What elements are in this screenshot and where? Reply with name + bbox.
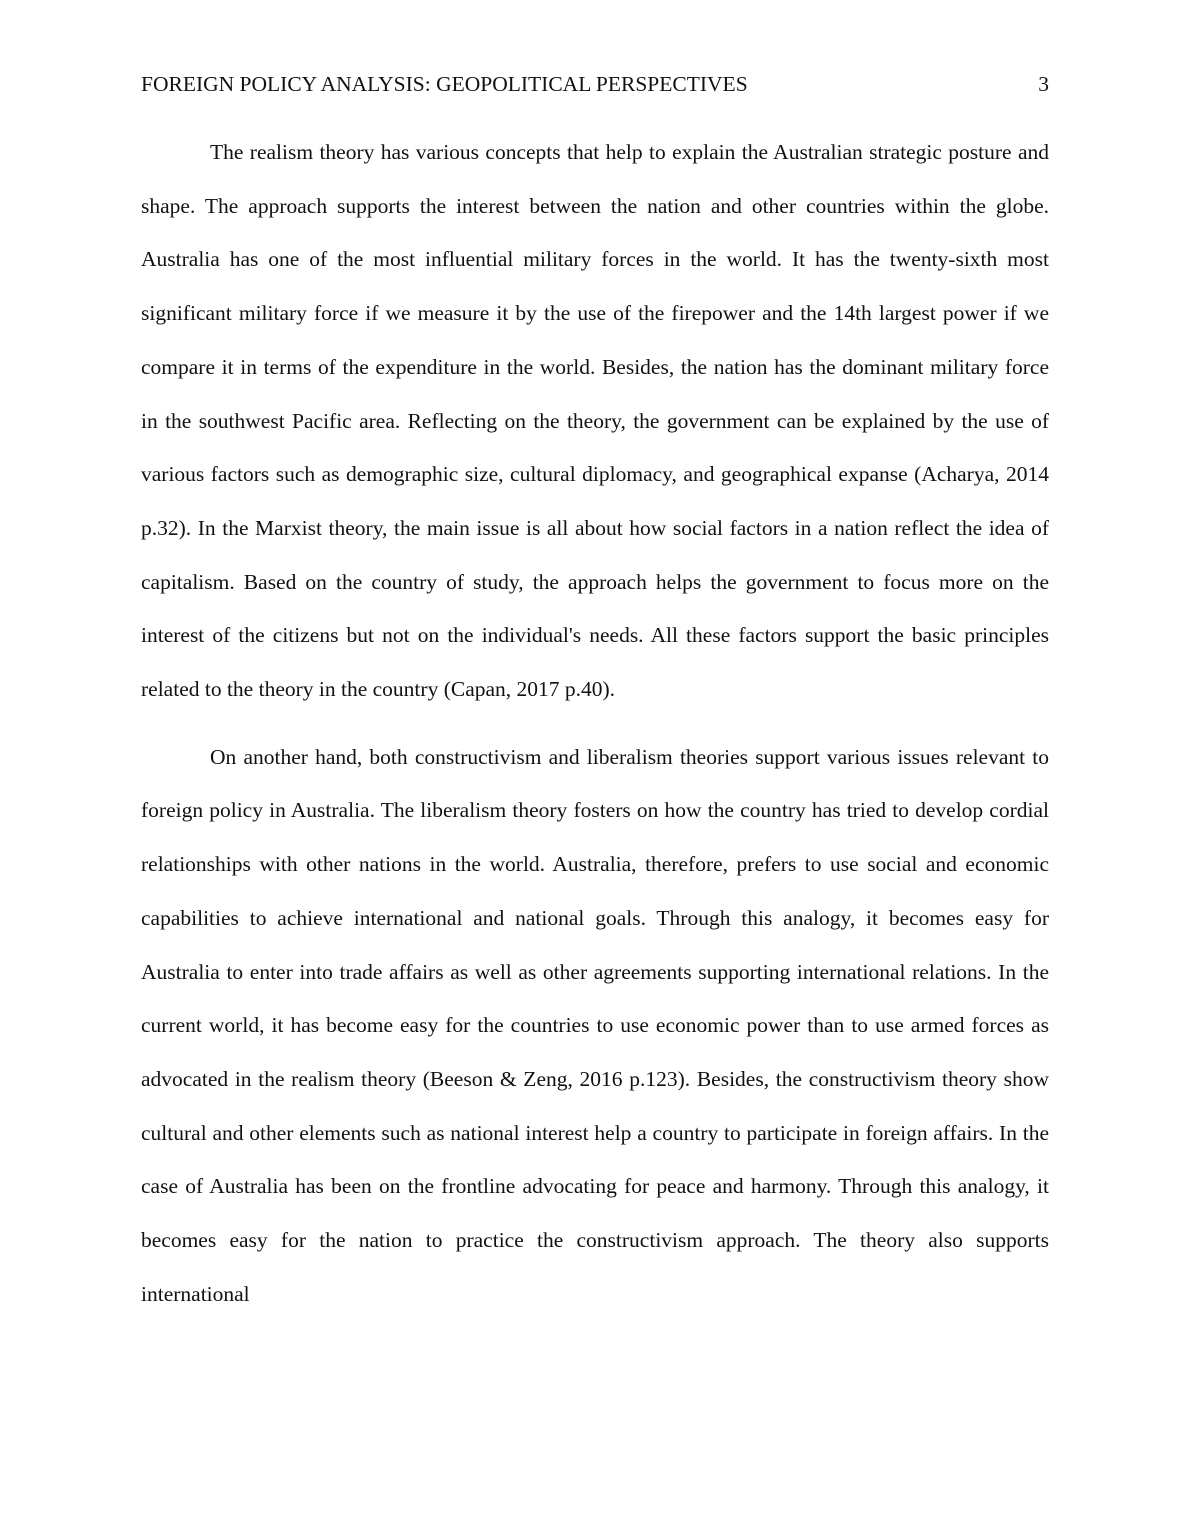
paragraph: On another hand, both constructivism and liberalism theories support various issues relevant to foreign policy in Australia. The liberalism theory fosters on how the country has tried to develop cordial relationships with other nations in the world. Australia, therefore, prefers to use social and economic capabilities to achieve international and national goals. Through this analogy, it becomes easy for Australia to enter into trade affairs as well as other agreements supporting international relations. In the current world, it has become easy for the countries to use economic power than to use armed forces as advocated in the realism theory (Beeson & Zeng, 2016 p.123). Besides, the constructivism theory show cultural and other elements such as national interest help a country to participate in foreign affairs. In the case of Australia has been on the frontline advocating for peace and harmony. Through this analogy, it becomes easy for the nation to practice the constructivism approach. The theory also supports international — [141, 744, 1049, 1306]
page-number: 3 — [1038, 72, 1049, 96]
running-head — [141, 68, 1049, 100]
paragraph: The realism theory has various concepts that help to explain the Australian strategic posture and shape. The approach supports the interest between the nation and other countries within the globe. Australia has one of the most influential military forces in the world. It has the twenty-sixth most significant military force if we measure it by the use of the firepower and the 14th largest power if we compare it in terms of the expenditure in the world. Besides, the nation has the dominant military force in the southwest Pacific area. Reflecting on the theory, the government can be explained by the use of various factors such as demographic size, cultural diplomacy, and geographical expanse (Acharya, 2014 p.32). In the Marxist theory, the main issue is all about how social factors in a nation reflect the idea of capitalism. Based on the country of study, the approach helps the government to focus more on the interest of the citizens but not on the individual's needs. All these factors support the basic principles related to the theory in the country (Capan, 2017 p.40). — [141, 140, 1049, 702]
running-title: FOREIGN POLICY ANALYSIS: GEOPOLITICAL PERSPECTIVES — [141, 72, 748, 96]
body-text — [141, 126, 1049, 1321]
